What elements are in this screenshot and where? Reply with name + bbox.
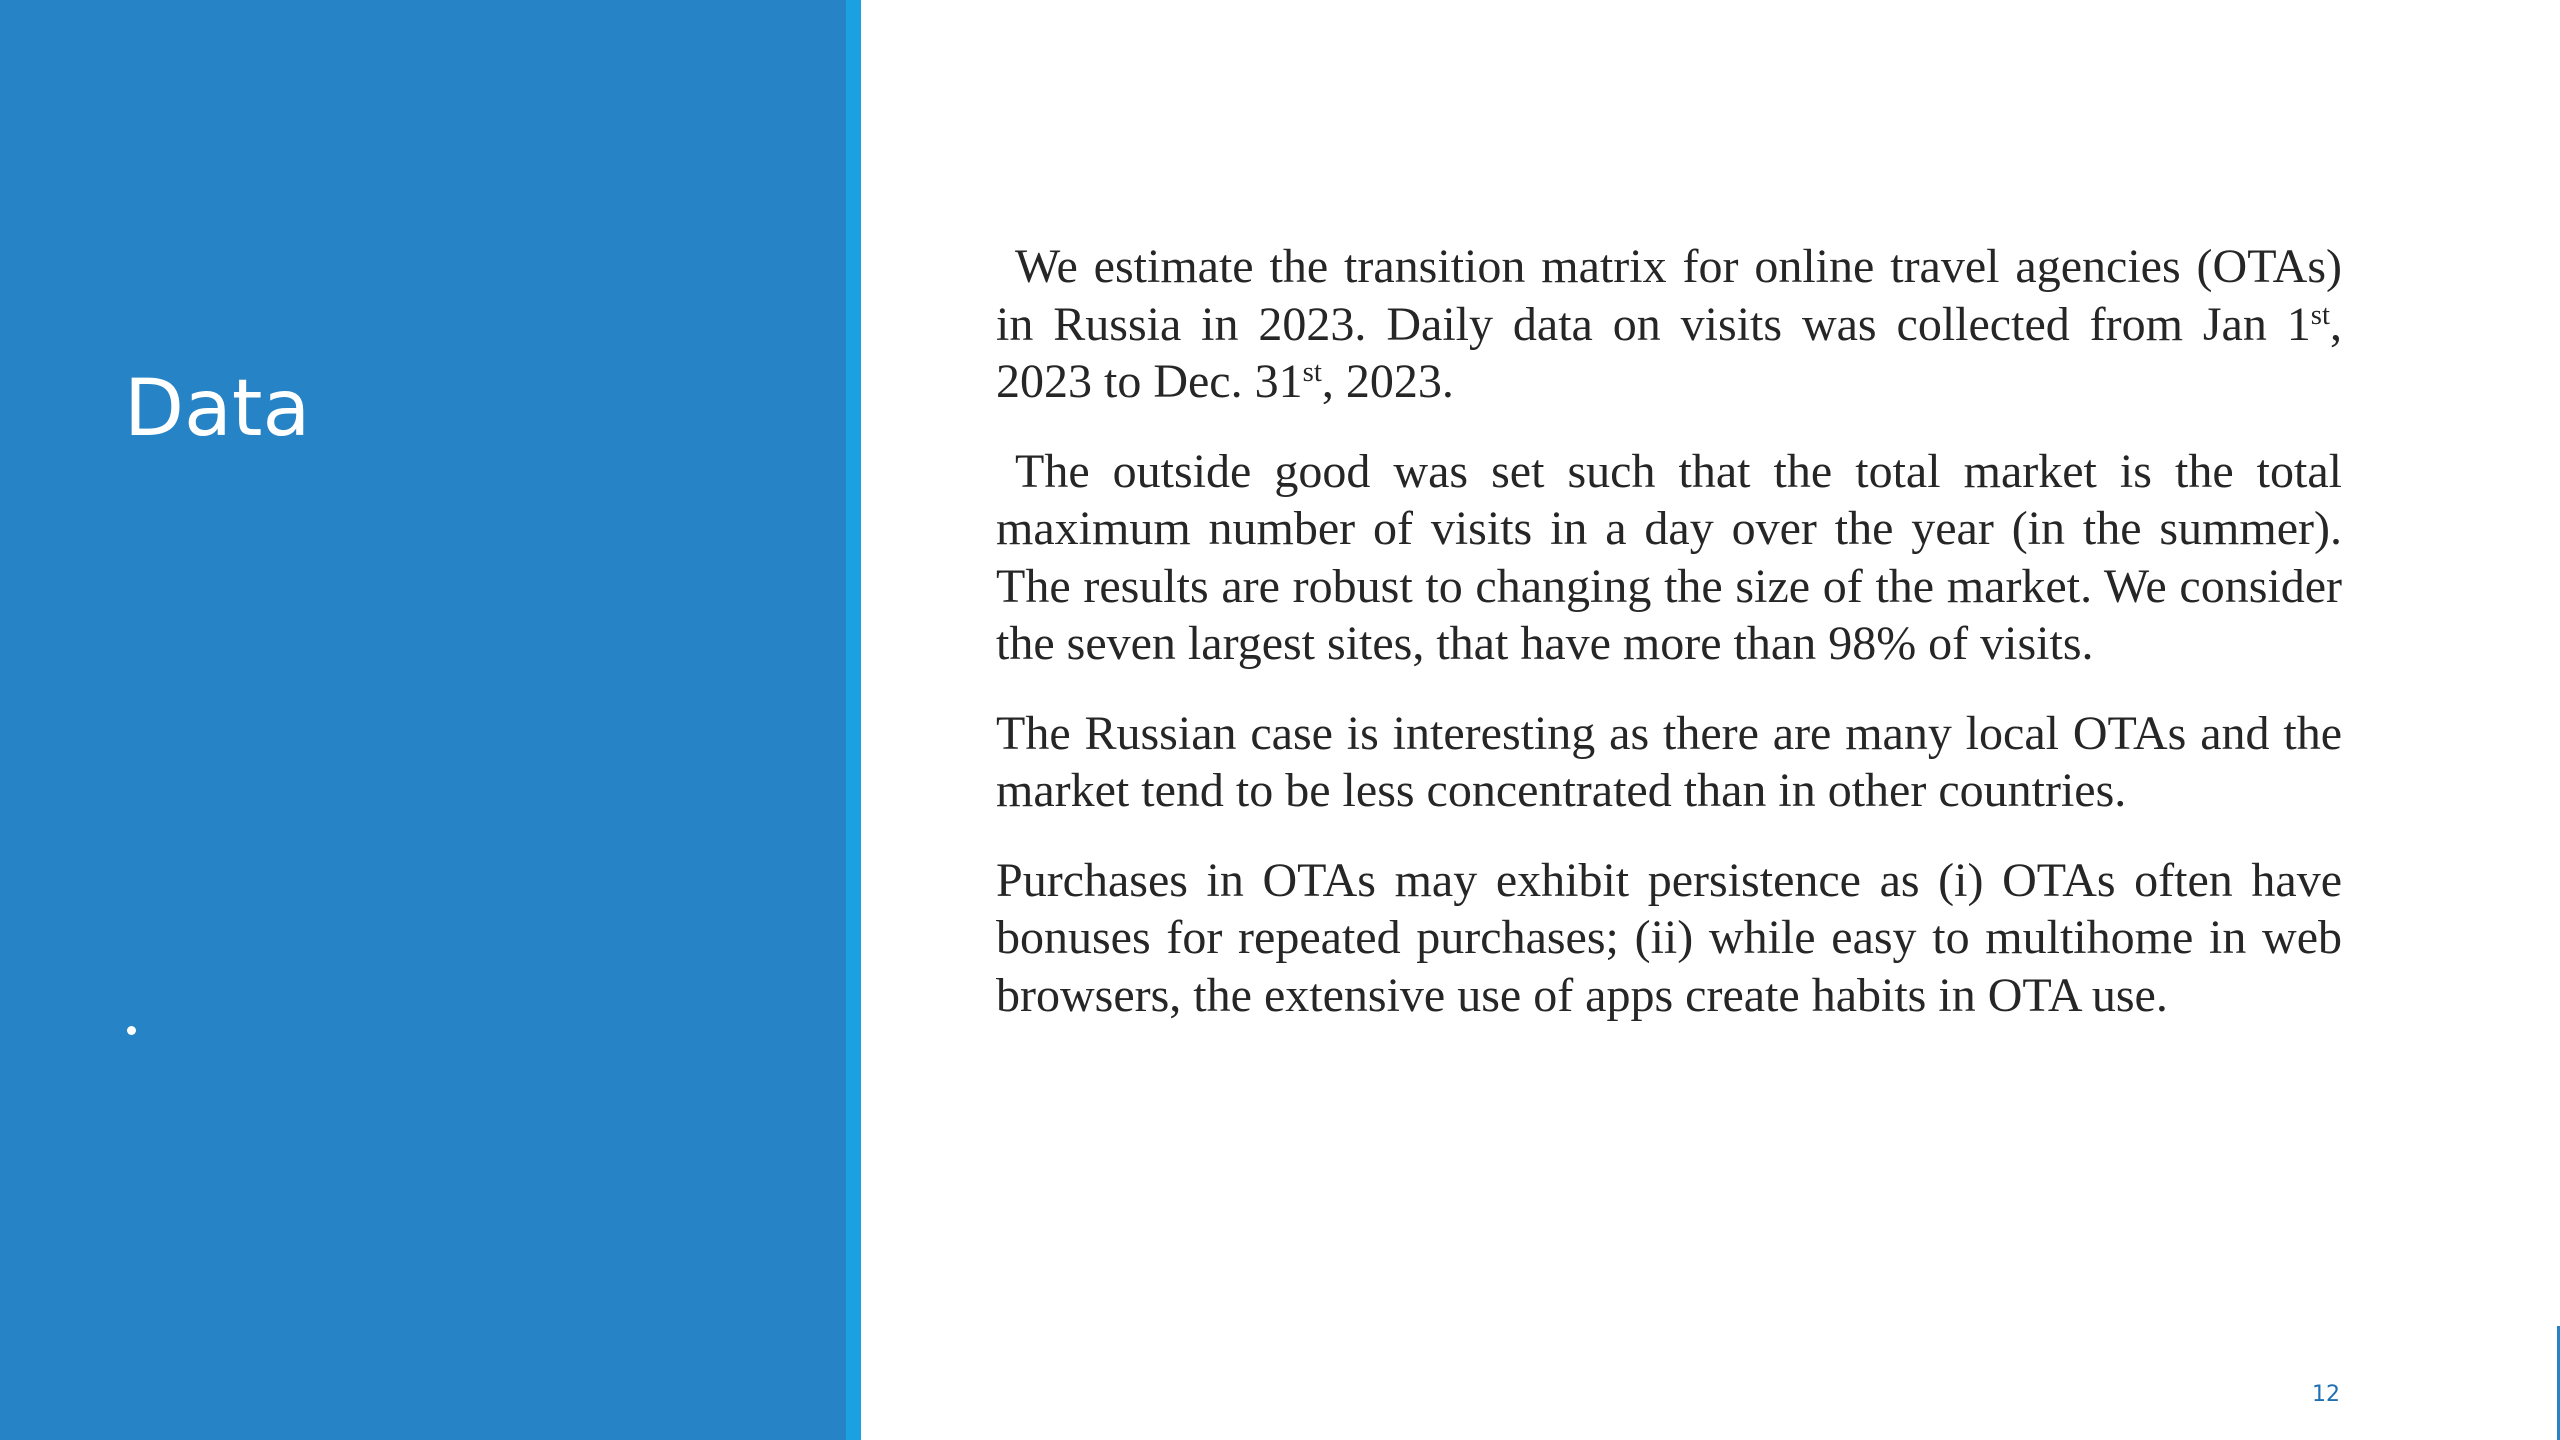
accent-divider: [846, 0, 861, 1440]
paragraph-2: [996, 443, 2342, 673]
paragraph-2-text: The outside good was set such that the total market is the total maximum number of visits in a day over the year (in the summer). The results are robust to changing the size of the market. We consider the seven largest sites, that have more than 98% of visits.: [996, 444, 2342, 670]
paragraph-1: [996, 238, 2342, 411]
bullet-dot: [127, 1026, 136, 1035]
ordinal-suffix: st: [2310, 298, 2330, 331]
slide-body: [996, 238, 2342, 1056]
paragraph-1-text-a: We estimate the transition matrix for online travel agencies (OTAs) in Russia in 2023. Daily data on visits was collected from Jan 1: [996, 240, 2342, 351]
paragraph-1-text-c: , 2023.: [1321, 355, 1454, 408]
paragraph-4: Purchases in OTAs may exhibit persistence as (i) OTAs often have bonuses for repeated purchases; (ii) while easy to multihome in web browsers, the extensive use of apps create habits in OTA use.: [996, 853, 2342, 1022]
paragraph-3: The Russian case is interesting as there are many local OTAs and the market tend to be less concentrated than in other countries.: [996, 706, 2342, 817]
paragraph-1-text-b: , 2023 to Dec. 31: [996, 297, 2342, 408]
title-panel: [0, 0, 846, 1440]
ordinal-suffix: st: [1302, 356, 1322, 389]
slide-title: Data: [124, 364, 311, 454]
page-number: 12: [2312, 1382, 2340, 1407]
